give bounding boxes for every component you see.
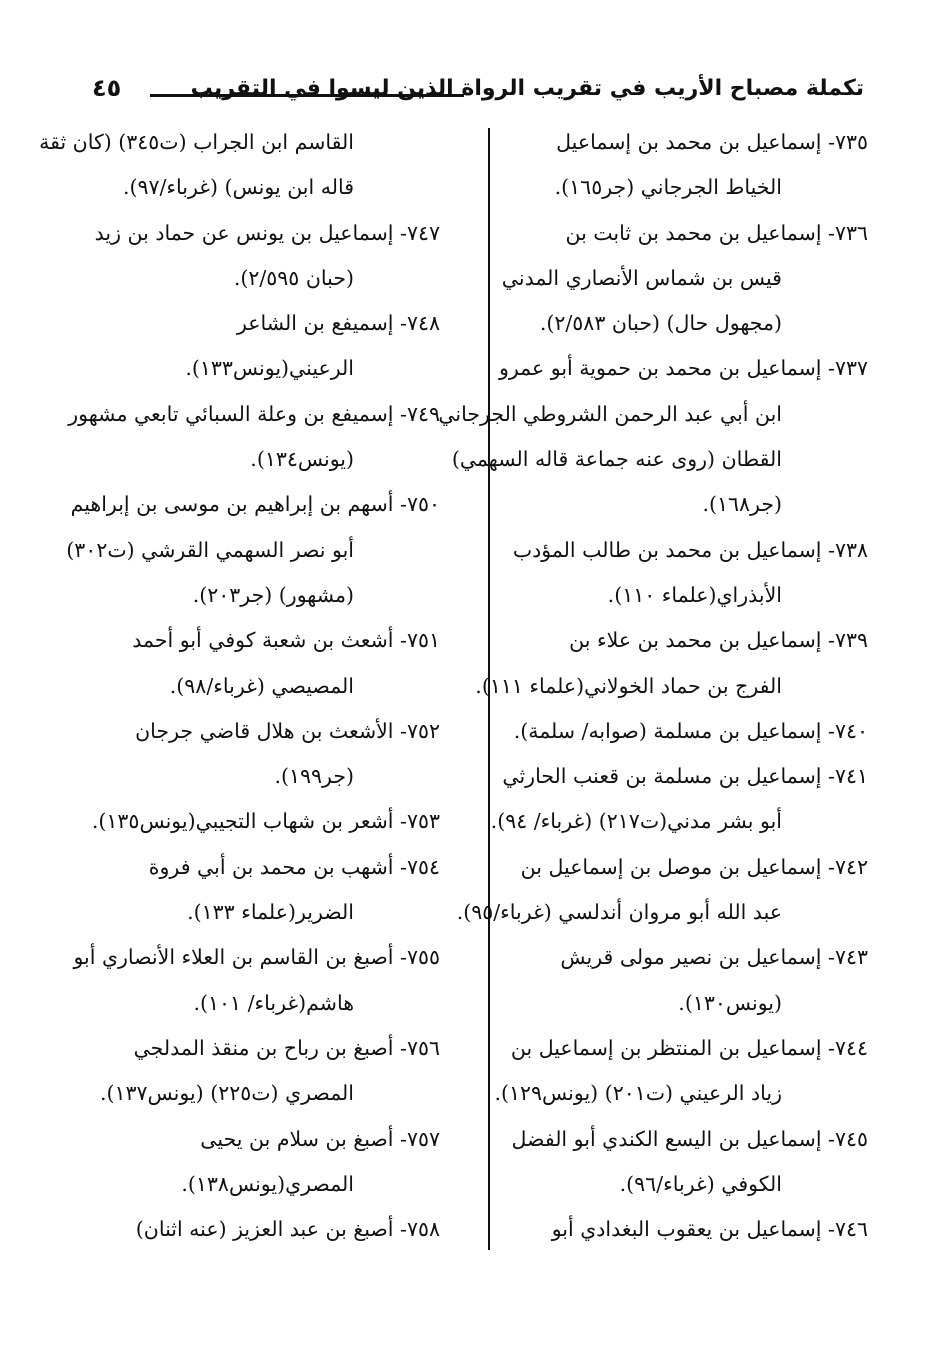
entry-line: ٧٣٧- إسماعيل بن محمد بن حموية أبو عمرو <box>498 356 868 381</box>
entry-line: ٧٤٢- إسماعيل بن موصل بن إسماعيل بن <box>520 854 868 879</box>
entry-line: عبد الله أبو مروان أندلسي (غرباء/٩٥). <box>456 900 782 925</box>
entry-line: هاشم(غرباء/ ١٠١). <box>193 990 354 1015</box>
entry-line: ٧٥٦- أصبغ بن رباح بن منقذ المدلجي <box>133 1035 440 1060</box>
biography-entry <box>70 709 440 800</box>
biography-entry <box>498 935 868 1026</box>
biography-entry <box>475 618 868 709</box>
entry-line: ٧٥٣- أشعر بن شهاب التجيبي(يونس١٣٥). <box>91 809 440 834</box>
entry-line: ٧٤٤- إسماعيل بن المنتظر بن إسماعيل بن <box>510 1035 868 1060</box>
column-divider <box>488 128 490 1250</box>
entry-line: (جر١٩٩). <box>274 764 354 789</box>
right-column <box>438 120 868 1252</box>
biography-entry <box>70 301 440 392</box>
biography-entry <box>70 799 440 844</box>
entry-line: ٧٥٢- الأشعث بن هلال قاضي جرجان <box>135 718 440 743</box>
entry-line: الكوفي (غرباء/٩٦). <box>619 1171 782 1196</box>
book-title: تكملة مصباح الأريب في تقريب الرواة الذين ليسوا في التقريب <box>190 76 864 101</box>
entry-line: ٧٥٠- أسهم بن إبراهيم بن موسى بن إبراهيم <box>70 492 440 517</box>
header-rule <box>150 94 464 97</box>
page-number: ٤٥ <box>92 74 122 102</box>
biography-entry <box>70 392 440 483</box>
entry-line: (مشهور) (جر٢٠٣). <box>192 582 354 607</box>
entry-line: ٧٥٨- أصبغ بن عبد العزيز (عنه اثنان) <box>135 1217 440 1242</box>
entry-line: أبو بشر مدني(ت٢١٧) (غرباء/ ٩٤). <box>490 809 782 834</box>
entry-line: (مجهول حال) (حبان ٢/٥٨٣). <box>539 311 782 336</box>
entry-line: القطان (روى عنه جماعة قاله السهمي) <box>451 447 782 472</box>
biography-entry <box>498 528 868 619</box>
entry-line: المصري (ت٢٢٥) (يونس١٣٧). <box>99 1081 354 1106</box>
biography-entry <box>70 211 440 302</box>
entry-line: زياد الرعيني (ت٢٠١) (يونس١٢٩). <box>494 1081 782 1106</box>
entry-line: ٧٣٩- إسماعيل بن محمد بن علاء بن <box>569 628 868 653</box>
biography-entry <box>456 845 868 936</box>
biography-entry <box>498 120 868 211</box>
entry-line: ٧٥٧- أصبغ بن سلام بن يحيى <box>200 1126 440 1151</box>
entry-line: أبو نصر السهمي القرشي (ت٣٠٢) <box>66 537 354 562</box>
biography-entry <box>498 1207 868 1252</box>
biography-entry <box>70 618 440 709</box>
entry-line: (يونس١٣٠). <box>678 990 782 1015</box>
biography-entry <box>70 1026 440 1117</box>
entry-line: ٧٤٠- إسماعيل بن مسلمة (صوابه/ سلمة). <box>513 718 868 743</box>
entry-line: ٧٤٥- إسماعيل بن اليسع الكندي أبو الفضل <box>511 1126 868 1151</box>
biography-entry <box>39 120 440 211</box>
biography-entry <box>70 1207 440 1252</box>
entry-line: الفرج بن حماد الخولاني(علماء ١١١). <box>475 673 782 698</box>
entry-line: ٧٤٨- إسميفع بن الشاعر <box>236 311 440 336</box>
running-header <box>92 72 864 116</box>
entry-line: ٧٤٧- إسماعيل بن يونس عن حماد بن زيد <box>94 220 440 245</box>
entry-line: قاله ابن يونس) (غرباء/٩٧). <box>122 175 354 200</box>
biography-entry <box>70 845 440 936</box>
entry-line: الرعيني(يونس١٣٣). <box>185 356 354 381</box>
entry-line: ٧٤٦- إسماعيل بن يعقوب البغدادي أبو <box>551 1217 868 1242</box>
entry-line: ٧٤١- إسماعيل بن مسلمة بن قعنب الحارثي <box>502 764 868 789</box>
entry-line: ٧٤٣- إسماعيل بن نصير مولى قريش <box>560 945 868 970</box>
entry-line: ٧٣٦- إسماعيل بن محمد بن ثابت بن <box>565 220 868 245</box>
entry-line: (جر١٦٨). <box>702 492 782 517</box>
left-column <box>39 120 440 1252</box>
biography-entry <box>498 1117 868 1208</box>
biography-entry <box>438 346 868 527</box>
entry-line: ٧٣٨- إسماعيل بن محمد بن طالب المؤدب <box>512 537 868 562</box>
entry-line: القاسم ابن الجراب (ت٣٤٥) (كان ثقة <box>39 130 354 154</box>
entry-line: (يونس١٣٤). <box>250 447 354 472</box>
entry-line: ابن أبي عبد الرحمن الشروطي الجرجاني <box>438 401 782 426</box>
biography-entry <box>66 482 440 618</box>
entry-line: قيس بن شماس الأنصاري المدني <box>501 265 782 290</box>
entry-line: الضرير(علماء ١٣٣). <box>187 900 354 925</box>
biography-entry <box>70 1117 440 1208</box>
entry-line: الخياط الجرجاني (جر١٦٥). <box>554 175 782 200</box>
entry-line: ٧٥٥- أصبغ بن القاسم بن العلاء الأنصاري أبو <box>73 945 440 970</box>
biography-entry <box>490 754 868 845</box>
biography-entry <box>498 211 868 347</box>
entry-line: ٧٣٥- إسماعيل بن محمد بن إسماعيل <box>556 130 868 154</box>
entry-line: (حبان ٢/٥٩٥). <box>233 265 354 290</box>
entry-line: ٧٤٩- إسميفع بن وعلة السبائي تابعي مشهور <box>68 401 440 426</box>
entry-line: المصيصي (غرباء/٩٨). <box>169 673 354 698</box>
entry-line: المصري(يونس١٣٨). <box>181 1171 354 1196</box>
biography-entry <box>494 1026 868 1117</box>
entry-line: الأبذراي(علماء ١١٠). <box>607 582 782 607</box>
biography-entry <box>70 935 440 1026</box>
biography-entry <box>498 709 868 754</box>
entry-line: ٧٥١- أشعث بن شعبة كوفي أبو أحمد <box>132 628 440 653</box>
entry-line: ٧٥٤- أشهب بن محمد بن أبي فروة <box>148 854 440 879</box>
